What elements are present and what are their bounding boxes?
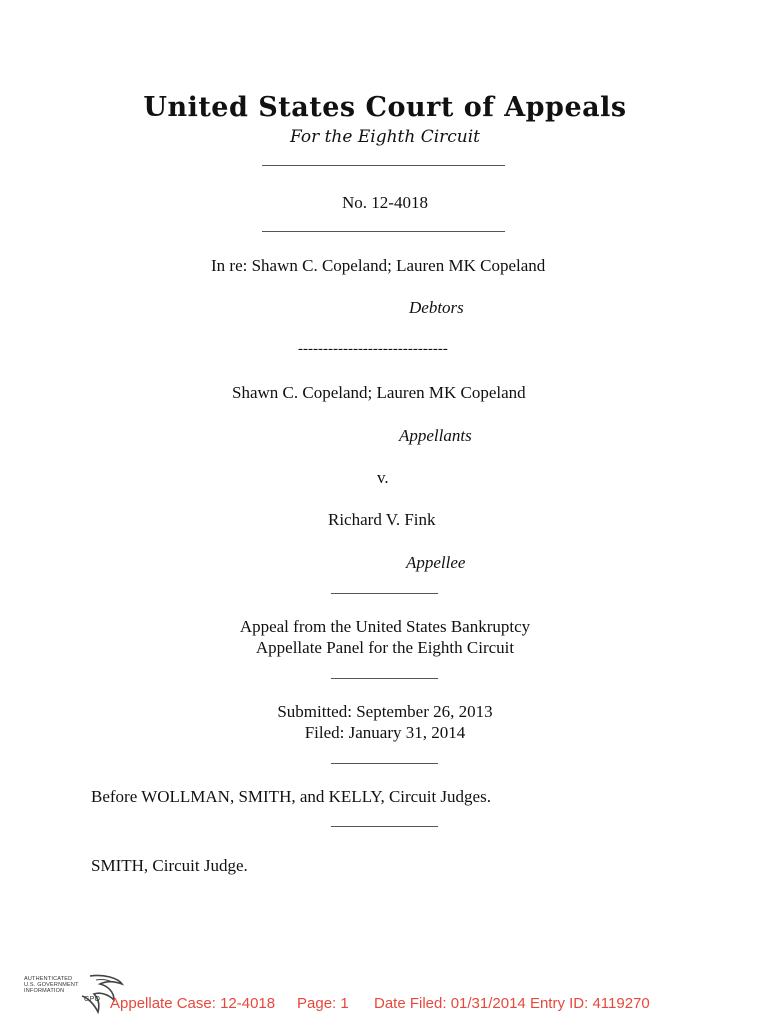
panel-rule (331, 826, 438, 827)
appellants-names: Shawn C. Copeland; Lauren MK Copeland (232, 383, 526, 402)
header-rule (262, 165, 505, 166)
appeal-line-2: Appellate Panel for the Eighth Circuit (255, 638, 515, 657)
caption-rule (331, 593, 438, 594)
caption-separator: ------------------------------ (298, 341, 448, 357)
seal-line-4: GPO (84, 996, 101, 1003)
footer-case-number: Appellate Case: 12-4018 (110, 995, 276, 1012)
case-number-rule (262, 231, 505, 232)
debtors-role: Debtors (409, 298, 464, 317)
seal-line-2: U.S. GOVERNMENT (24, 982, 79, 988)
in-re-line: In re: Shawn C. Copeland; Lauren MK Copeland (211, 256, 546, 275)
appeal-rule (331, 678, 438, 679)
seal-line-3: INFORMATION (24, 988, 65, 994)
appeal-line-1: Appeal from the United States Bankruptcy (239, 617, 531, 636)
seal-line-1: AUTHENTICATED (24, 976, 73, 982)
versus: v. (377, 468, 389, 487)
footer-page: Page: 1 (297, 995, 349, 1012)
footer-date-filed: Date Filed: 01/31/2014 Entry ID: 4119270 (374, 995, 650, 1012)
panel-judges: Before WOLLMAN, SMITH, and KELLY, Circuit Judges. (91, 787, 491, 806)
filed-date: Filed: January 31, 2014 (304, 723, 466, 742)
opinion-author: SMITH, Circuit Judge. (91, 856, 248, 875)
appellee-name: Richard V. Fink (328, 510, 436, 529)
dates-rule (331, 763, 438, 764)
circuit-name: For the Eighth Circuit (289, 127, 481, 147)
court-name: United States Court of Appeals (143, 92, 627, 123)
appellants-role: Appellants (399, 426, 472, 445)
submitted-date: Submitted: September 26, 2013 (277, 702, 493, 721)
case-number: No. 12-4018 (342, 193, 428, 212)
appellee-role: Appellee (406, 553, 466, 572)
